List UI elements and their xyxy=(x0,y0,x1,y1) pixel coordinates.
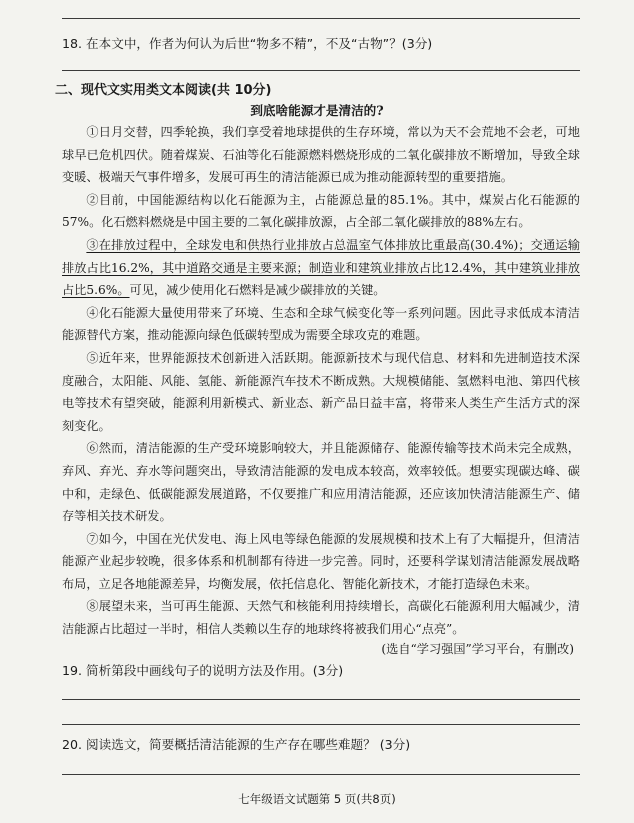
answer-line xyxy=(62,70,580,71)
question-19: 19. 简析第段中画线句子的说明方法及作用。(3分) xyxy=(62,663,344,678)
paragraph-7: ⑦如今，中国在光伏发电、海上风电等绿色能源的发展规模和技术上有了大幅提升，但清洁能源产业起步较晚，很多体系和机制都有待进一步完善。同时，还要科学谋划清洁能源发展战略布局，立足各地能源差异，均衡发展，依托信息化、智能化新技术，才能打造绿色未来。 xyxy=(62,531,580,591)
page-footer: 七年级语文试题第 5 页(共8页) xyxy=(238,792,396,806)
paragraph-5: ⑤近年来，世界能源技术创新进入活跃期。能源新技术与现代信息、材料和先进制造技术深度融合，太阳能、风能、氢能、新能源汽车技术不断成熟。大规模储能、氢燃料电池、第四代核电等技术有望突破，能源利用新模式、新业态、新产品日益丰富，将带来人类生产生活方式的深刻变化。 xyxy=(62,350,580,433)
answer-line xyxy=(62,699,580,700)
answer-line xyxy=(62,774,580,775)
paragraph-4: ④化石能源大量使用带来了环境、生态和全球气候变化等一系列问题。因此寻求低成本清洁能源替代方案，推动能源向绿色低碳转型成为需要全球攻克的难题。 xyxy=(62,305,580,343)
paragraph-8: ⑧展望未来，当可再生能源、天然气和核能利用持续增长，高碳化石能源利用大幅减少，清洁能源占比超过一半时，相信人类赖以生存的地球终将被我们用心“点亮”。 xyxy=(62,599,580,637)
underlined-sentence: ③在排放过程中，全球发电和供热行业排放占总温室气体排放比重最高(30.4%)；交通运输排放占比16.2%，其中道路交通是主要来源；制造业和建筑业排放占比12.4%，其中建筑业排放占比5.6%。 xyxy=(62,237,580,298)
article-title: 到底啥能源才是清洁的? xyxy=(250,103,384,118)
question-18: 18. 在本文中，作者为何认为后世“物多不精”，不及“古物”？(3分) xyxy=(62,36,433,51)
paragraph-1: ①日月交替，四季轮换，我们享受着地球提供的生存环境，常以为天不会荒地不会老，可地球早已危机四伏。随着煤炭、石油等化石能源燃料燃烧形成的二氧化碳排放不断增加，导致全球变暖、极端天气事件增多，发展可再生的清洁能源已成为推动能源转型的重要措施。 xyxy=(62,125,580,185)
paragraph-3 xyxy=(62,234,580,302)
paragraph-3-rest: 可见，减少使用化石燃料是减少碳排放的关键。 xyxy=(129,283,386,298)
section-heading: 二、现代文实用类文本阅读(共 10分) xyxy=(55,83,272,98)
paragraph-6: ⑥然而，清洁能源的生产受环境影响较大，并且能源储存、能源传输等技术尚未完全成熟，弃风、弃光、弃水等问题突出，导致清洁能源的发电成本较高，效率较低。想要实现碳达峰、碳中和，走绿色、低碳能源发展道路，不仅要推广和应用清洁能源，还应该加快清洁能源生产、储存等相关技术研发。 xyxy=(62,441,580,524)
answer-line xyxy=(62,18,580,19)
source-note: (选自“学习强国”学习平台，有删改) xyxy=(381,642,574,656)
answer-line xyxy=(62,724,580,725)
question-20: 20. 阅读选文，简要概括清洁能源的生产存在哪些难题？ (3分) xyxy=(62,737,411,752)
paragraph-2: ②目前，中国能源结构以化石能源为主，占能源总量的85.1%。其中，煤炭占化石能源的57%。化石燃料燃烧是中国主要的二氧化碳排放源，占全部二氧化碳排放的88%左右。 xyxy=(62,192,580,230)
article-body xyxy=(62,121,580,641)
